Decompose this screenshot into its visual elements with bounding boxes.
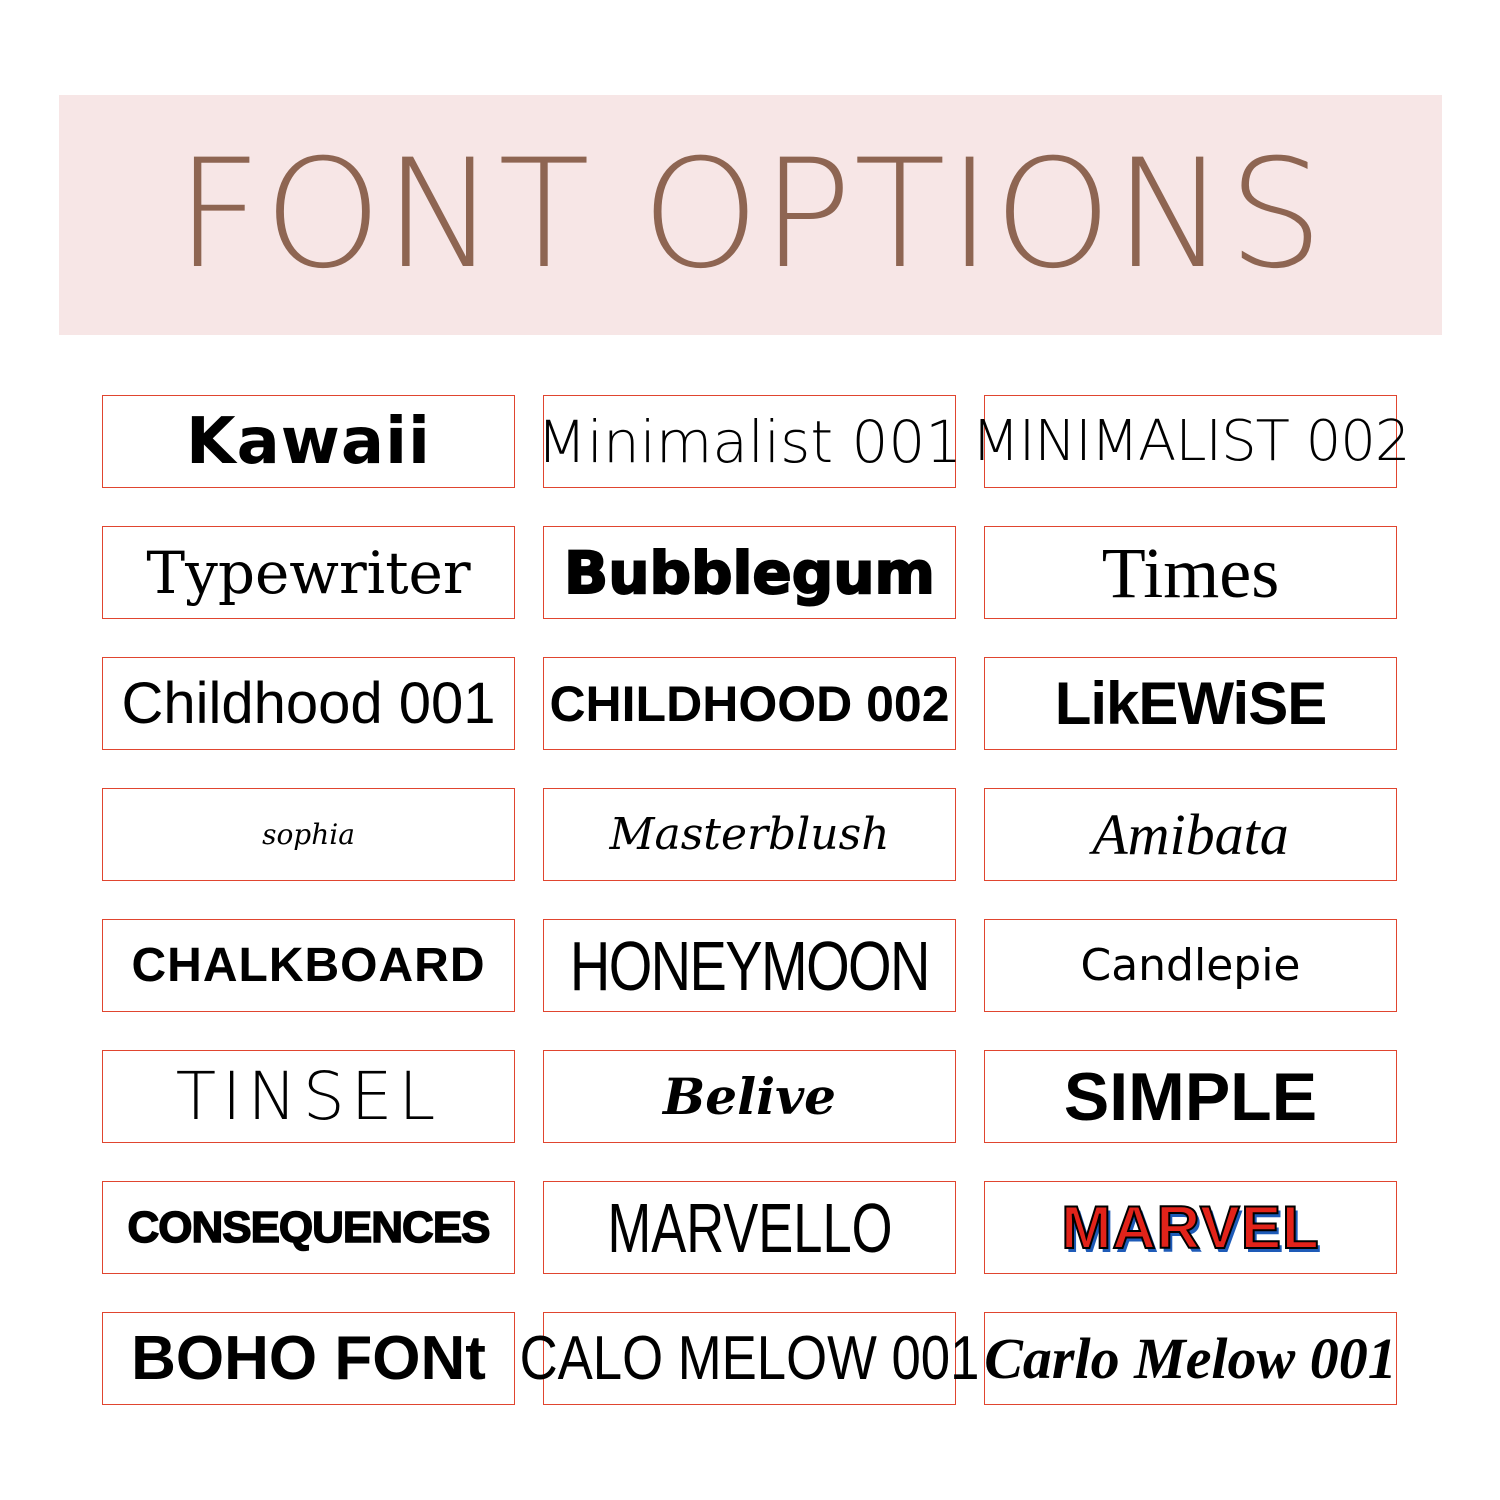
- title-banner: [59, 95, 1442, 335]
- font-option-label: Belive: [663, 1066, 836, 1126]
- font-option-label: HONEYMOON: [570, 926, 929, 1005]
- font-option-kawaii: [102, 395, 515, 488]
- font-option-amibata: [984, 788, 1397, 881]
- font-option-label: BOHO FONt: [131, 1323, 486, 1393]
- font-option-chalkboard: [102, 919, 515, 1012]
- font-option-sophia: [102, 788, 515, 881]
- font-option-typewriter: [102, 526, 515, 619]
- font-option-carlo-melow-001: [984, 1312, 1397, 1405]
- font-option-belive: [543, 1050, 956, 1143]
- font-option-times: [984, 526, 1397, 619]
- font-option-label: TINSEL: [175, 1057, 442, 1135]
- font-option-honeymoon: [543, 919, 956, 1012]
- font-option-calo-melow-001: [519, 1312, 980, 1405]
- font-option-marvello: [543, 1181, 956, 1274]
- font-option-minimalist-001: [536, 395, 963, 488]
- font-option-label: Bubblegum: [564, 538, 935, 607]
- font-option-label: Typewriter: [146, 538, 471, 607]
- font-option-label: CONSEQUENCES: [127, 1202, 490, 1252]
- font-option-childhood-001: [102, 657, 515, 750]
- font-option-label: Candlepie: [1080, 939, 1301, 991]
- font-option-label: Carlo Melow 001: [984, 1325, 1397, 1391]
- font-option-minimalist-002: [971, 395, 1410, 488]
- font-option-label: Amibata: [1092, 801, 1289, 867]
- font-option-label: Minimalist 001: [536, 407, 963, 476]
- font-option-bubblegum: [543, 526, 956, 619]
- font-option-simple: [984, 1050, 1397, 1143]
- font-option-label: CHALKBOARD: [131, 938, 486, 992]
- font-option-label: MARVELLO: [606, 1188, 892, 1267]
- font-option-childhood-002: [543, 657, 956, 750]
- font-option-marvel: [984, 1181, 1397, 1274]
- font-option-label: Times: [1101, 532, 1280, 613]
- font-option-label: LikEWiSE: [1054, 669, 1327, 737]
- font-option-candlepie: [984, 919, 1397, 1012]
- font-option-boho-font: [102, 1312, 515, 1405]
- font-option-consequences: [102, 1181, 515, 1274]
- font-option-masterblush: [543, 788, 956, 881]
- font-option-label: sophia: [262, 817, 355, 851]
- font-option-label: Kawaii: [186, 404, 431, 479]
- font-options-grid: [102, 395, 1410, 1405]
- font-option-label: CHILDHOOD 002: [549, 675, 950, 732]
- font-option-likewise: [984, 657, 1397, 750]
- font-option-label: Masterblush: [609, 808, 890, 860]
- font-option-label: MARVEL: [1061, 1193, 1320, 1261]
- page-title: FONT OPTIONS: [175, 128, 1326, 302]
- font-option-label: MINIMALIST 002: [971, 408, 1410, 474]
- font-option-label: Childhood 001: [121, 670, 496, 736]
- font-option-label: CALO MELOW 001: [519, 1323, 980, 1393]
- font-option-tinsel: [102, 1050, 515, 1143]
- font-option-label: SIMPLE: [1063, 1058, 1318, 1135]
